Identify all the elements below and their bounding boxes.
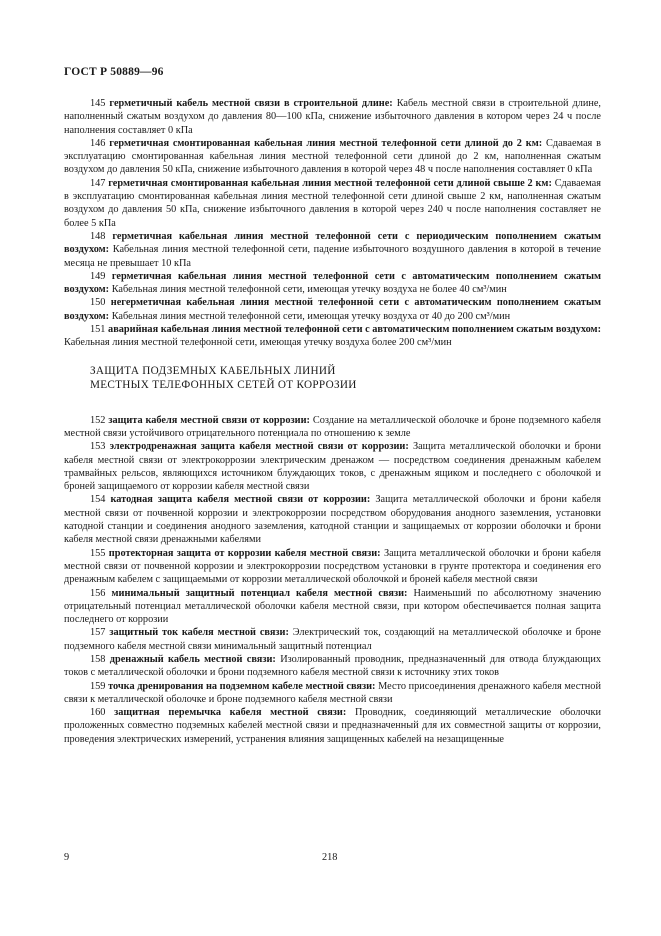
entry-definition: Проводник, соединяющий металлические оболочки проложенных совместно подземных кабелей местной связи и предназначенный для их совместной защиты от коррозии, проведения электрических измерений, устранения влияния защищенных кабелей на незащищенные <box>64 707 601 745</box>
entries-part-1 <box>64 97 601 350</box>
entry-definition: Место присоединения дренажного кабеля местной связи к металлической оболочке и броне подземного кабеля местной связи <box>64 680 601 705</box>
term-entry <box>64 587 601 627</box>
entry-term: защита кабеля местной связи от коррозии: <box>108 414 310 426</box>
entry-definition: Кабельная линия местной телефонной сети, имеющая утечку воздуха не более 40 см³/мин <box>111 284 507 296</box>
entry-definition: Защита металлической оболочки и брони кабеля местной связи от электрокоррозии электрическим дренажом — посредством соединения дренажным кабелем трамвайных рельсов, являющихся источником блуждающих токов, с дренажным ящиком и последнего с оболочкой и броней защищаемого от коррозии кабеля местной связи <box>64 441 602 493</box>
entry-number: 148 <box>90 230 106 242</box>
entry-term: минимальный защитный потенциал кабеля местной связи: <box>111 587 408 599</box>
entry-number: 149 <box>90 270 106 282</box>
term-entry <box>64 177 601 230</box>
entry-definition: Кабельная линия местной телефонной сети, имеющая утечку воздуха более 200 см³/мин <box>64 337 452 349</box>
entry-number: 146 <box>90 137 106 149</box>
entry-definition: Кабель местной связи в строительной длине, наполненный сжатым воздухом до давления 80—100 кПа, снижение избыточного давления в котором через 24 ч после наполнения составляет 0 кПа <box>64 98 601 136</box>
term-entry <box>64 440 601 493</box>
entry-definition: Сдаваемая в эксплуатацию смонтированная кабельная линия местной телефонной сети длиной свыше 2 км, наполненная сжатым воздухом до давления 50 кПа, снижение избыточного давления в которой через 240 ч после наполнения составляет не более 5 кПа <box>64 177 601 229</box>
entry-number: 152 <box>90 414 106 426</box>
term-entry <box>64 137 601 177</box>
entry-number: 156 <box>90 587 106 599</box>
entry-definition: Электрический ток, создающий на металлической оболочке и броне подземного кабеля местной связи минимальный защитный потенциал <box>64 627 601 652</box>
entry-number: 153 <box>90 441 106 453</box>
term-entry <box>64 706 601 746</box>
entry-number: 157 <box>90 627 106 639</box>
term-entry <box>64 626 601 653</box>
entry-term: катодная защита кабеля местной связи от коррозии: <box>110 494 371 506</box>
entry-number: 158 <box>90 653 106 665</box>
document-body <box>64 97 601 746</box>
entries-part-2 <box>64 414 601 746</box>
section-title-line-2: МЕСТНЫХ ТЕЛЕФОННЫХ СЕТЕЙ ОТ КОРРОЗИИ <box>90 378 357 391</box>
entry-term: аварийная кабельная линия местной телефонной сети с автоматическим пополнением сжатым воздухом: <box>108 324 601 336</box>
entry-term: защитный ток кабеля местной связи: <box>109 627 289 639</box>
term-entry <box>64 547 601 587</box>
footer-left-number: 9 <box>64 852 70 863</box>
term-entry <box>64 270 601 297</box>
entry-term: герметичная кабельная линия местной телефонной сети с периодическим пополнением сжатым воздухом: <box>64 230 601 256</box>
entry-definition: Наименьший по абсолютному значению отрицательный потенциал металлической оболочки кабеля местной связи, при котором обеспечивается полная защита последнего от коррозии <box>64 587 602 626</box>
entry-number: 147 <box>90 177 106 189</box>
term-entry <box>64 97 601 137</box>
entry-definition: Кабельная линия местной телефонной сети, имеющая утечку воздуха от 40 до 200 см³/мин <box>111 310 511 322</box>
page-number: 218 <box>322 852 338 863</box>
entry-term: защитная перемычка кабеля местной связи: <box>114 707 347 719</box>
entry-number: 154 <box>90 494 106 506</box>
section-title-line-1: ЗАЩИТА ПОДЗЕМНЫХ КАБЕЛЬНЫХ ЛИНИЙ <box>90 364 336 377</box>
term-entry <box>64 414 601 441</box>
entry-definition: Изолированный проводник, предназначенный для отвода блуждающих токов с металлической оболочки и брони подземного кабеля местной связи к источнику этих токов <box>64 653 601 679</box>
entry-term: герметичная смонтированная кабельная линия местной телефонной сети длиной до 2 км: <box>109 137 543 149</box>
entry-number: 151 <box>90 324 106 336</box>
term-entry <box>64 230 601 270</box>
entry-definition: Сдаваемая в эксплуатацию смонтированная кабельная линия местной телефонной сети длиной до 2 км, наполненная сжатым воздухом до давления 50 кПа, снижение избыточного давления в которой через 48 ч после наполнения составляет 0 кПа <box>64 137 601 176</box>
term-entry <box>64 296 601 323</box>
entry-term: электродренажная защита кабеля местной связи от коррозии: <box>109 441 409 453</box>
document-header: ГОСТ Р 50889—96 <box>64 66 164 78</box>
entry-number: 159 <box>90 680 106 692</box>
entry-definition: Кабельная линия местной телефонной сети, падение избыточного воздушного давления в которой в течение месяца не превышает 10 кПа <box>64 244 602 269</box>
entry-term: негерметичная кабельная линия местной телефонной сети с автоматическим пополнением сжатым воздухом: <box>64 297 601 322</box>
entry-term: точка дренирования на подземном кабеле местной связи: <box>108 680 376 692</box>
entry-definition: Защита металлической оболочки и брони кабеля местной связи от почвенной коррозии и электрокоррозии посредством оборудования анодного заземления, установки катодной станции и соединения анодного заземления, катодной станции и защищаемых от коррозии оболочки и брони кабеля местной связи дренажными кабелями <box>64 494 601 546</box>
term-entry <box>64 653 601 680</box>
term-entry <box>64 323 601 350</box>
entry-number: 155 <box>90 547 106 559</box>
entry-term: дренажный кабель местной связи: <box>109 653 276 665</box>
entry-definition: Защита металлической оболочки и брони кабеля местной связи от почвенной коррозии и электрокоррозии посредством установки в грунте протектора и соединения его дренажным кабелем с защищаемыми от коррозии металлической оболочкой и броней кабеля местной связи <box>64 547 601 586</box>
entry-number: 145 <box>90 98 106 109</box>
entry-term: герметичная кабельная линия местной телефонной сети с автоматическим пополнением сжатым воздухом: <box>64 270 602 296</box>
entry-definition: Создание на металлической оболочке и броне подземного кабеля местной связи устойчивого отрицательного потенциала по отношению к земле <box>64 414 602 439</box>
section-title <box>90 364 601 392</box>
entry-term: герметичный кабель местной связи в строительной длине: <box>109 98 393 109</box>
term-entry <box>64 680 601 707</box>
entry-term: герметичная смонтированная кабельная линия местной телефонной сети длиной свыше 2 км: <box>108 177 552 189</box>
entry-term: протекторная защита от коррозии кабеля местной связи: <box>108 547 381 559</box>
term-entry <box>64 493 601 546</box>
entry-number: 160 <box>90 707 106 719</box>
entry-number: 150 <box>90 297 106 309</box>
